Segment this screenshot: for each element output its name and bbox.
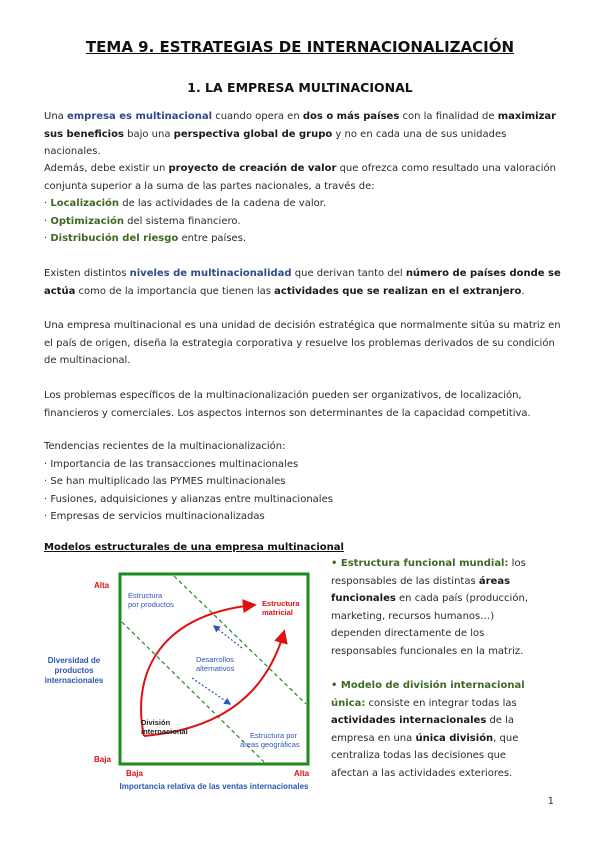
list-item: · Distribución del riesgo entre países. [44, 233, 247, 244]
list-item: · Importancia de las transacciones multinacionales [44, 458, 299, 470]
paragraph-strategic-unit: Una empresa multinacional es una unidad de decisión estratégica que normalmente sitúa su matriz en el país de origen, diseña la estrategia corporativa y resuelve los problemas derivados de su condición de multinacional. [44, 320, 561, 366]
page-title: TEMA 9. ESTRATEGIAS DE INTERNACIONALIZACIÓN [85, 38, 515, 56]
label-estructura-geograficas-1: Estructura por [250, 731, 298, 740]
y-axis-label-line2: productos [54, 666, 94, 675]
paragraph-levels: Existen distintos niveles de multinacionalidad que derivan tanto del número de países donde se actúa como de la importancia que tienen las actividades que se realizan en el extranjero. [44, 268, 561, 297]
list-item: · Se han multiplicado las PYMES multinacionales [44, 476, 286, 487]
page-number: 1 [547, 796, 554, 807]
label-desarrollos-1: Desarrollos [196, 655, 234, 664]
label-estructura-matricial-1: Estructura [262, 599, 300, 608]
label-division-1: División [141, 718, 171, 727]
model-international-division: • Modelo de división internacional única: consiste en integrar todas las actividades internacionales de la empresa en una única división, que centraliza todas las decisiones que afectan a las actividades exteriores. [331, 680, 525, 779]
paragraph-value-creation: Además, debe existir un proyecto de creación de valor que ofrezca como resultado una valoración conjunta superior a la suma de las partes nacionales, a través de: · Localización de las actividades de la cadena de valor. · Optimización del sistema financiero. · Distribución del riesgo entre países. [44, 160, 564, 248]
list-item: · Empresas de servicios multinacionalizadas [44, 511, 265, 522]
list-item: · Optimización del sistema financiero. [44, 215, 241, 227]
y-axis-label-line3: internacionales [44, 676, 104, 685]
label-division-2: internacional [141, 727, 188, 736]
label-estructura-productos-2: por productos [128, 600, 174, 609]
trends-list: Tendencias recientes de la multinacionalización: · Importancia de las transacciones multinacionales · Se han multiplicado las PYMES multinacionales · Fusiones, adquisiciones y alianzas entre multinacionales · Empresas de servicios multinacionalizadas [44, 438, 564, 526]
model-functional: • Estructura funcional mundial: los responsables de las distintas áreas funcionales en cada país (producción, marketing, recursos humanos…) dependen directamente de los responsables funcionales en la matriz. [331, 558, 528, 657]
models-heading: Modelos estructurales de una empresa multinacional [44, 542, 344, 553]
structural-models-diagram [44, 560, 329, 796]
section-title: 1. LA EMPRESA MULTINACIONAL [187, 80, 413, 95]
y-low-label: Baja [94, 755, 111, 764]
x-low-label: Baja [126, 769, 143, 778]
label-estructura-matricial-2: matricial [262, 608, 293, 617]
y-axis-label-line1: Diversidad de [47, 656, 101, 665]
list-item: · Fusiones, adquisiciones y alianzas entre multinacionales [44, 493, 333, 505]
paragraph-problems: Los problemas específicos de la multinacionalización pueden ser organizativos, de localización, financieros y comerciales. Los aspectos internos son determinantes de la capacidad competitiva. [44, 390, 531, 419]
y-high-label: Alta [94, 581, 110, 590]
label-desarrollos-2: alternativos [196, 664, 235, 673]
x-axis-label: Importancia relativa de las ventas internacionales [119, 782, 309, 791]
label-estructura-geograficas-2: áreas geográficas [240, 740, 300, 749]
models-description [331, 555, 536, 799]
label-estructura-productos-1: Estructura [128, 591, 163, 600]
x-high-label: Alta [294, 769, 310, 778]
list-item: · Localización de las actividades de la cadena de valor. [44, 198, 327, 209]
paragraph-definition: Una empresa es multinacional cuando opera en dos o más países con la finalidad de maximizar sus beneficios bajo una perspectiva global de grupo y no en cada una de sus unidades nacionales. [44, 111, 557, 157]
